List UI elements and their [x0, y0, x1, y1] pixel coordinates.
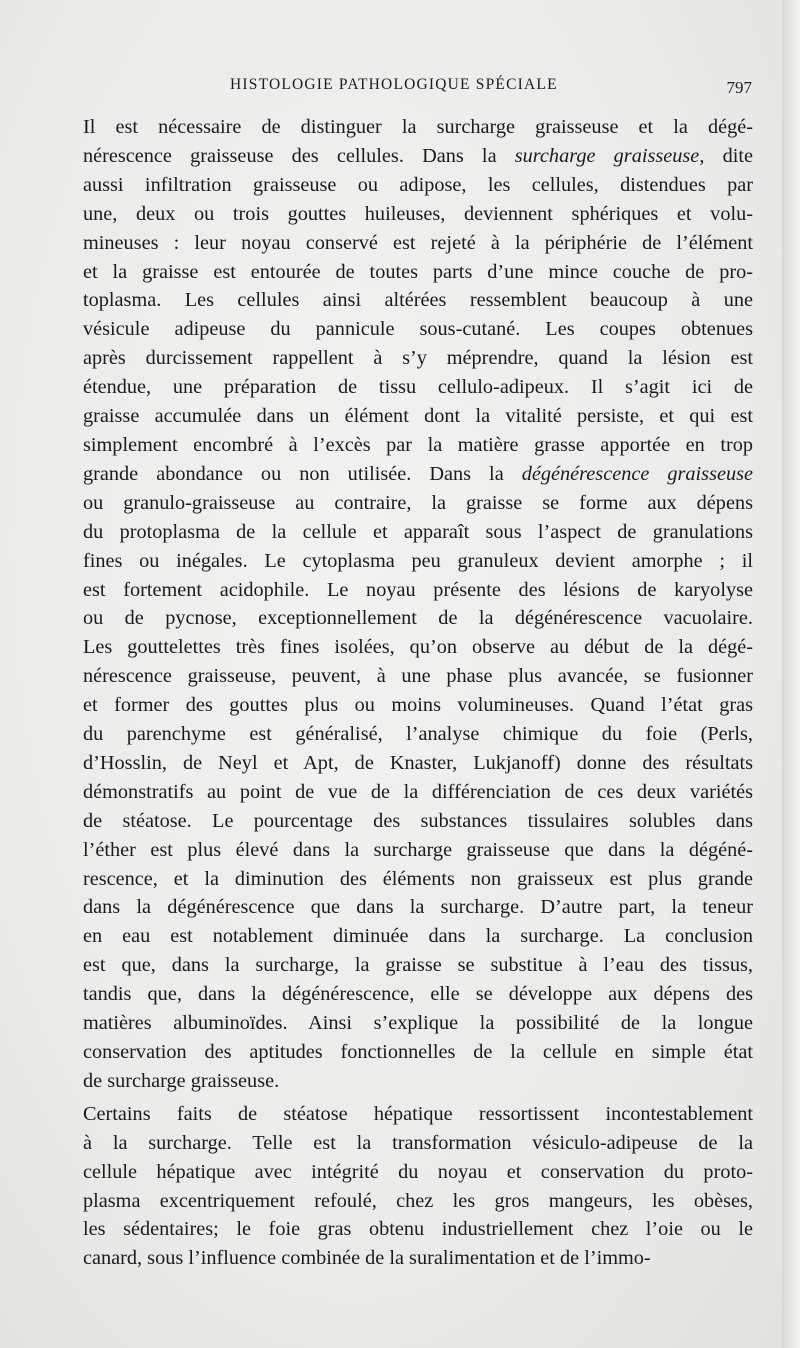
- text-line: vésicule adipeuse du pannicule sous-cutané. Les coupes obtenues: [83, 318, 753, 341]
- text-line: à la surcharge. Telle est la transformation vésiculo-adipeuse de la: [83, 1131, 753, 1154]
- text-line: d’Hosslin, de Neyl et Apt, de Knaster, Lukjanoff) donne des résultats: [83, 751, 753, 774]
- text-line: conservation des aptitudes fonctionnelles de la cellule en simple état: [83, 1041, 753, 1063]
- text-line: Les gouttelettes très fines isolées, qu’on observe au début de la dégé-: [83, 636, 753, 659]
- text-line: cellule hépatique avec intégrité du noyau et conservation du proto-: [83, 1160, 753, 1183]
- text-line: mineuses : leur noyau conservé est rejeté à la périphérie de l’élément: [83, 231, 753, 254]
- text-line: après durcissement rappellent à s’y méprendre, quand la lésion est: [83, 347, 753, 370]
- text-line: étendue, une préparation de tissu cellulo-adipeux. Il s’agit ici de: [83, 376, 753, 399]
- text-line: fines ou inégales. Le cytoplasma peu granuleux devient amorphe ; il: [83, 549, 753, 572]
- text-line: Certains faits de stéatose hépatique ressortissent incontestablement: [83, 1102, 753, 1125]
- body-text: [47, 113, 753, 1273]
- text-line: dans la dégénérescence que dans la surcharge. D’autre part, la teneur: [83, 896, 753, 919]
- text-line: tandis que, dans la dégénérescence, elle se développe aux dépens des: [83, 983, 753, 1006]
- running-title: HISTOLOGIE PATHOLOGIQUE SPÉCIALE: [230, 76, 558, 93]
- text-line: une, deux ou trois gouttes huileuses, deviennent sphériques et volu-: [83, 202, 753, 225]
- text-line: les sédentaires; le foie gras obtenu industriellement chez l’oie ou le: [83, 1218, 753, 1241]
- text-line: ou granulo-graisseuse au contraire, la graisse se forme aux dépens: [83, 491, 753, 514]
- text-line: grande abondance ou non utilisée. Dans la dégénérescence graisseuse: [83, 462, 753, 485]
- text-line: et la graisse est entourée de toutes parts d’une mince couche de pro-: [83, 260, 753, 283]
- text-line: l’éther est plus élevé dans la surcharge graisseuse que dans la dégéné-: [83, 838, 753, 861]
- paragraph-2: [47, 1100, 753, 1273]
- text-line: est que, dans la surcharge, la graisse se substitue à l’eau des tissus,: [83, 954, 753, 977]
- text-line: toplasma. Les cellules ainsi altérées ressemblent beaucoup à une: [83, 289, 753, 312]
- text-line: est fortement acidophile. Le noyau présente des lésions de karyolyse: [83, 578, 753, 601]
- text-line: démonstratifs au point de vue de la différenciation de ces deux variétés: [83, 780, 753, 803]
- text-line: graisse accumulée dans un élément dont la vitalité persiste, et qui est: [83, 405, 753, 428]
- page-spine-edge: [782, 0, 800, 1348]
- text-line: nérescence graisseuse des cellules. Dans la surcharge graisseuse, dite: [83, 144, 753, 167]
- text-line: de surcharge graisseuse.: [83, 1069, 280, 1092]
- text-line: du protoplasma de la cellule et apparaît sous l’aspect de granulations: [83, 520, 753, 543]
- running-head: [48, 76, 754, 100]
- italic-term: surcharge graisseuse: [514, 144, 700, 167]
- text-line: du parenchyme est généralisé, l’analyse chimique du foie (Perls,: [83, 723, 753, 746]
- text-line: ou de pycnose, exceptionnellement de la dégénérescence vacuolaire.: [83, 607, 753, 630]
- text-line: rescence, et la diminution des éléments non graisseux est plus grande: [83, 867, 753, 890]
- paragraph-1: [47, 113, 753, 1096]
- text-line: nérescence graisseuse, peuvent, à une phase plus avancée, se fusionner: [83, 665, 753, 688]
- text-line: de stéatose. Le pourcentage des substances tissulaires solubles dans: [83, 809, 753, 832]
- text-line: aussi infiltration graisseuse ou adipose, les cellules, distendues par: [83, 173, 753, 196]
- text-line: simplement encombré à l’excès par la matière grasse apportée en trop: [83, 433, 753, 456]
- text-line: Il est nécessaire de distinguer la surcharge graisseuse et la dégé-: [83, 116, 753, 138]
- page-number: 797: [726, 78, 752, 97]
- text-line: matières albuminoïdes. Ainsi s’explique la possibilité de la longue: [83, 1012, 753, 1035]
- text-line: canard, sous l’influence combinée de la suralimentation et de l’immo-: [83, 1247, 651, 1270]
- italic-term: dégénérescence graisseuse: [521, 462, 753, 485]
- text-line: plasma excentriquement refoulé, chez les gros mangeurs, les obèses,: [83, 1189, 753, 1212]
- text-line: en eau est notablement diminuée dans la surcharge. La conclusion: [83, 925, 753, 948]
- text-line: et former des gouttes plus ou moins volumineuses. Quand l’état gras: [83, 694, 753, 717]
